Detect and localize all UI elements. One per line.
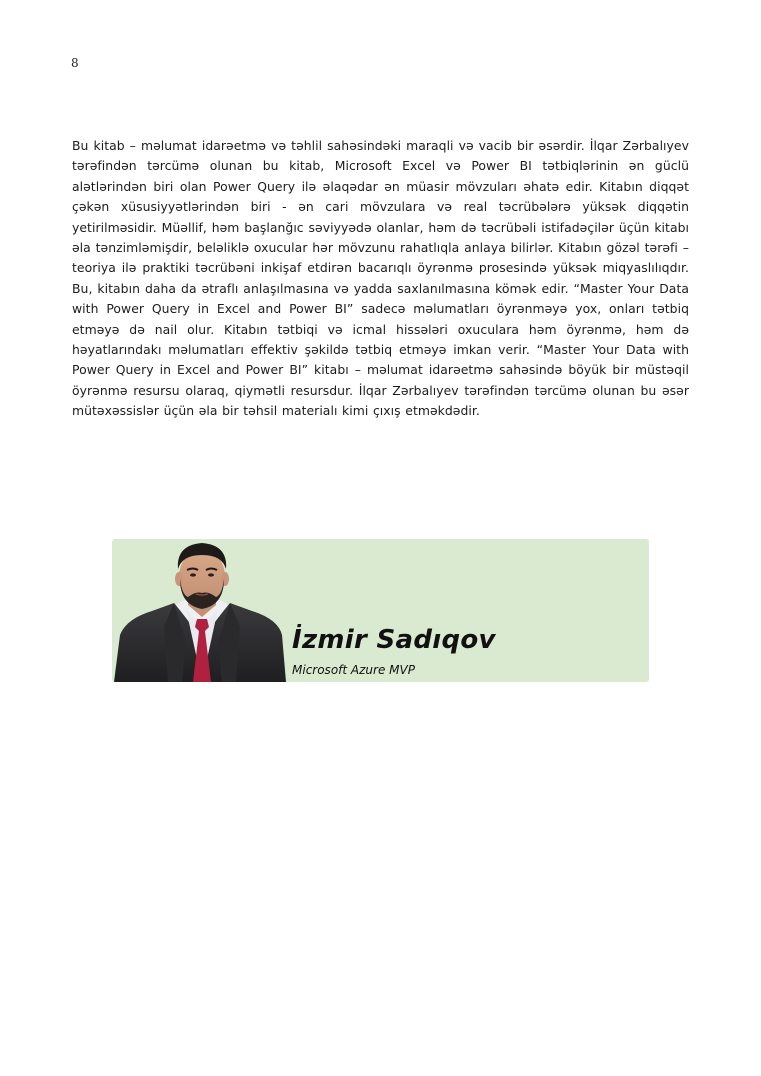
author-title: Microsoft Azure MVP [292, 663, 415, 677]
author-card [112, 539, 649, 682]
page-number: 8 [71, 56, 79, 70]
author-photo [112, 539, 292, 682]
author-name: İzmir Sadıqov [292, 625, 496, 655]
body-paragraph: Bu kitab – məlumat idarəetmə və təhlil sahəsindəki maraqli və vacib bir əsərdir. İlqar Zərbalıyev tərəfindən tərcümə olunan bu kitab, Microsoft Excel və Power BI tətbiqlərinin ən güclü alətlərindən biri olan Power Query ilə əlaqədar ən müasir mövzuları əhatə edir. Kitabın diqqət çəkən xüsusiyyətlərindən biri - ən cari mövzulara və real təcrübələrə yüksək diqqətin yetirilməsidir. Müəllif, həm başlanğıc səviyyədə olanlar, həm də təcrübəli istifadəçilər üçün kitabı əla tənzimləmişdir, beləliklə oxucular hər mövzunu rahatlıqla anlaya bilirlər. Kitabın gözəl tərəfi – teoriya ilə praktiki təcrübəni inkişaf etdirən bacarıqlı öyrənmə prosesində yüksək miqyaslılıqdır. Bu, kitabın daha da ətraflı anlaşılmasına və yadda saxlanılmasına kömək edir. “Master Your Data with Power Query in Excel and Power BI” sadecə məlumatları öyrənməyə yox, onları tətbiq etməyə də nail olur. Kitabın tətbiqi və icmal hissələri oxuculara həm öyrənmə, həm də həyatlarındakı məlumatları effektiv şəkildə tətbiq etməyə imkan verir. “Master Your Data with Power Query in Excel and Power BI” kitabı – məlumat idarəetmə sahəsində böyük bir müstəqil öyrənmə resursu olaraq, qiymətli resursdur. İlqar Zərbalıyev tərəfindən tərcümə olunan bu əsər mütəxəssislər üçün əla bir təhsil materialı kimi çıxış etməkdədir. [72, 138, 689, 419]
